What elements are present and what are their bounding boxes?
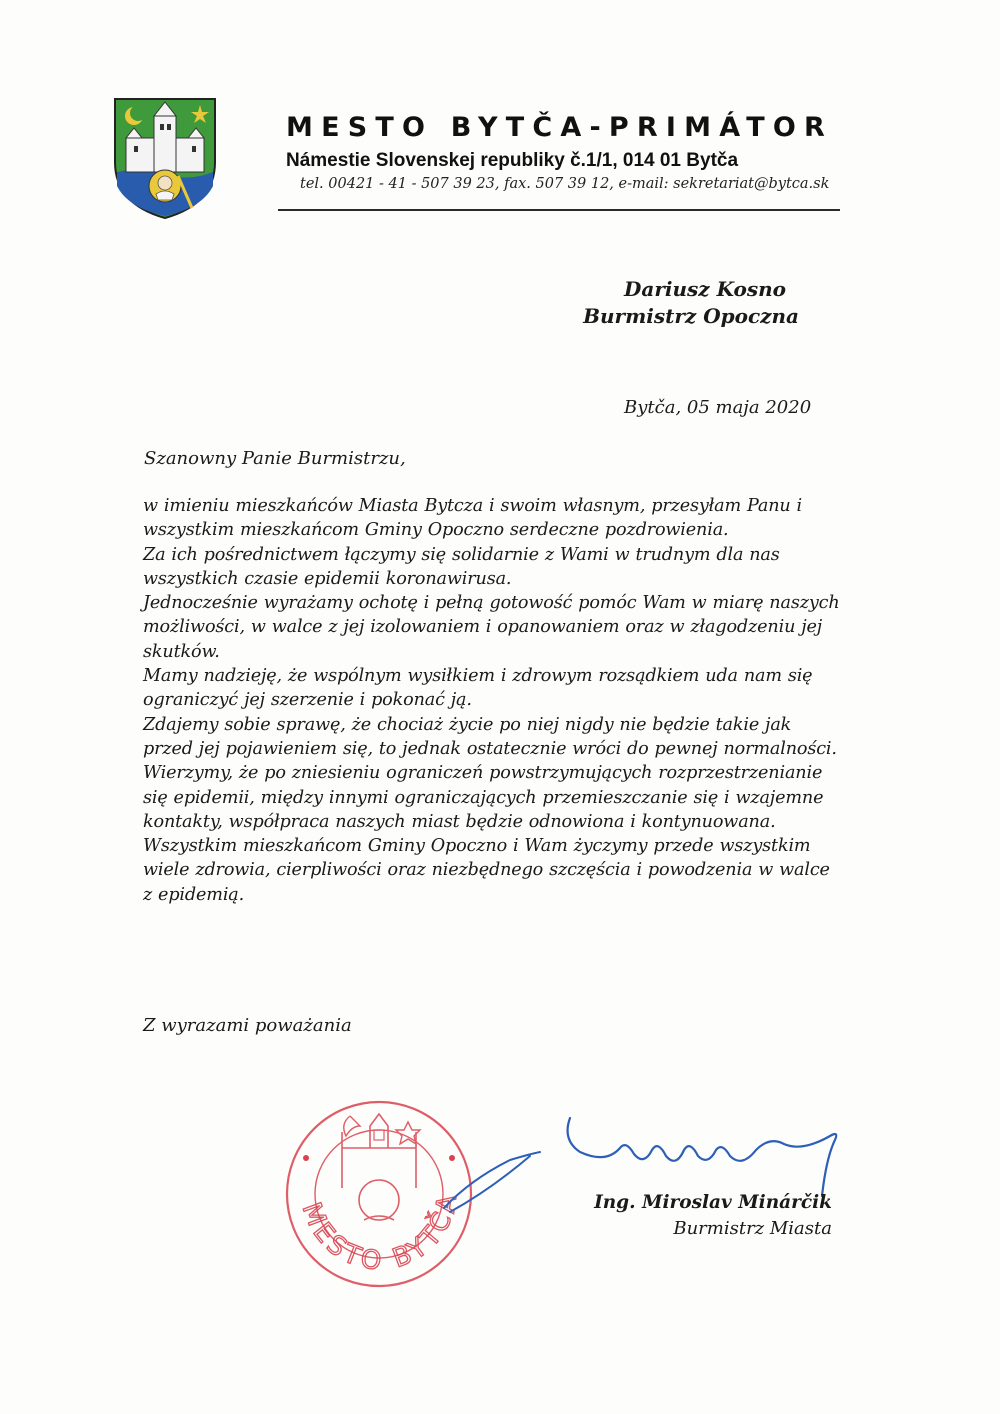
org-contacts: tel. 00421 - 41 - 507 39 23, fax. 507 39 12, e-mail: sekretariat@bytca.sk	[300, 176, 830, 192]
body-paragraph: Wszystkim mieszkańcom Gminy Opoczno i Wam życzymy przede wszystkim wiele zdrowia, cierpliwości oraz niezbędnego szczęścia i powodzenia w walce z epidemią.	[143, 836, 830, 905]
body-paragraph: w imieniu mieszkańców Miasta Bytcza i swoim własnym, przesyłam Panu i wszystkim mieszkańcom Gminy Opoczno serdeczne pozdrowienia.	[143, 496, 803, 541]
body-paragraph: Zdajemy sobie sprawę, że chociaż życie po niej nigdy nie będzie takie jak przed jej pojawieniem się, to jednak ostatecznie wróci do pewnej normalności.	[143, 714, 837, 759]
signer-title: Burmistrz Miasta	[673, 1218, 832, 1239]
recipient-block	[583, 276, 799, 330]
salutation: Szanowny Panie Burmistrzu,	[144, 448, 406, 469]
signer-block	[594, 1190, 832, 1242]
body-paragraph: Za ich pośrednictwem łączymy się solidarnie z Wami w trudnym dla nas wszystkich czasie epidemii koronawirusa.	[143, 544, 780, 589]
stamp-text: MESTO BYTČA	[295, 1189, 464, 1277]
closing: Z wyrazami poważania	[143, 1015, 352, 1036]
letter-body	[143, 494, 843, 907]
coat-of-arms-icon	[112, 96, 218, 220]
recipient-name: Dariusz Kosno	[624, 277, 786, 301]
letter-date: Bytča, 05 maja 2020	[624, 397, 812, 418]
body-paragraph: Wierzymy, że po zniesieniu ograniczeń powstrzymujących rozprzestrzenianie się epidemii, między innymi ograniczających przemieszczanie się i wzajemne kontakty, współpraca naszych miast będzie odnowiona i kontynuowana.	[143, 763, 824, 832]
org-address: Námestie Slovenskej republiky č.1/1, 014 01 Bytča	[286, 150, 739, 171]
body-paragraph: Mamy nadzieję, że wspólnym wysiłkiem i zdrowym rozsądkiem uda nam się ograniczyć jej szerzenie i pokonać ją.	[143, 666, 813, 711]
header-divider	[278, 209, 840, 211]
body-paragraph: Jednocześnie wyrażamy ochotę i pełną gotowość pomóc Wam w miarę naszych możliwości, w walce z jej izolowaniem i opanowaniem oraz w złagodzeniu jej skutków.	[143, 593, 840, 662]
recipient-title: Burmistrz Opoczna	[583, 304, 799, 328]
signer-name: Ing. Miroslav Minárčik	[594, 1192, 832, 1213]
org-title: MESTO BYTČA-PRIMÁTOR	[286, 112, 833, 143]
